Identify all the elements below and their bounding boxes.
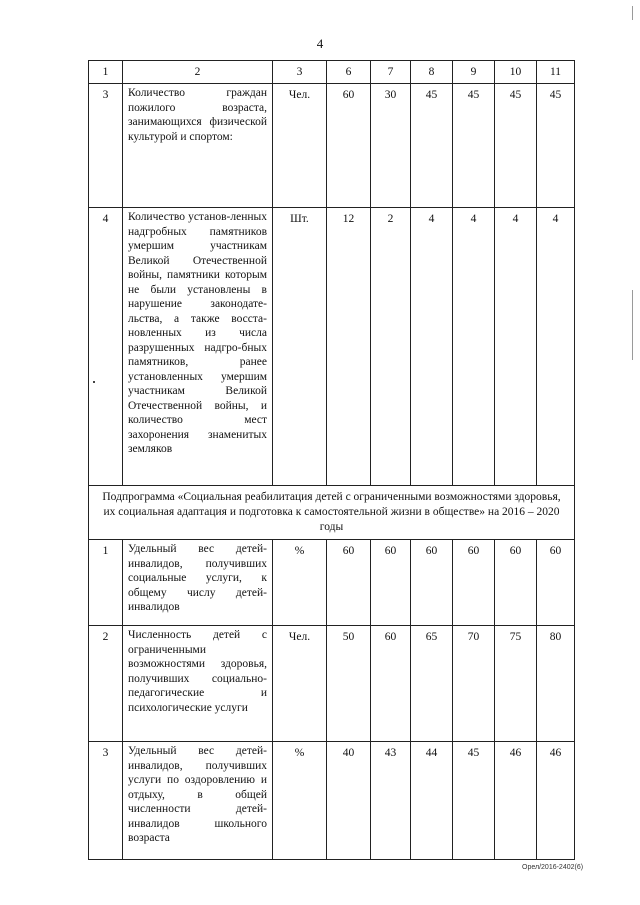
header-cell: 1 <box>89 61 123 84</box>
value-cell: 60 <box>371 626 411 742</box>
value-cell: 60 <box>495 540 537 626</box>
value-cell: 60 <box>327 540 371 626</box>
row-number: 3 <box>89 84 123 208</box>
header-cell: 11 <box>537 61 575 84</box>
value-cell: 4 <box>495 208 537 486</box>
table-row <box>89 208 575 486</box>
subprogram-title: Подпрограмма «Социальная реабилитация детей с ограниченными возможностями здоровья, их социальная адаптация и подготовка к самостоятельной жизни в обществе» на 2016 – 2020 годы <box>89 486 575 540</box>
unit-cell: % <box>273 540 327 626</box>
page-number: 4 <box>316 36 324 51</box>
table-row <box>89 540 575 626</box>
value-cell: 60 <box>453 540 495 626</box>
value-cell: 45 <box>453 742 495 860</box>
table-row <box>89 84 575 208</box>
row-number: 2 <box>89 626 123 742</box>
unit-cell: Чел. <box>273 626 327 742</box>
table-header-row <box>89 61 575 84</box>
value-cell: 65 <box>411 626 453 742</box>
value-cell: 45 <box>453 84 495 208</box>
value-cell: 40 <box>327 742 371 860</box>
scan-dot <box>93 381 95 383</box>
table-row <box>89 626 575 742</box>
value-cell: 45 <box>537 84 575 208</box>
indicator-name: Численность детей с ограниченными возможностями здоровья, получивших социально-педагогические и психологические услуги <box>123 626 273 742</box>
unit-cell: Шт. <box>273 208 327 486</box>
document-code: Орел/2016-2402(6) <box>522 864 584 871</box>
table-row <box>89 742 575 860</box>
row-number: 4 <box>89 208 123 486</box>
value-cell: 60 <box>327 84 371 208</box>
subprogram-row <box>89 486 575 540</box>
value-cell: 4 <box>537 208 575 486</box>
header-cell: 7 <box>371 61 411 84</box>
value-cell: 43 <box>371 742 411 860</box>
value-cell: 60 <box>371 540 411 626</box>
value-cell: 45 <box>411 84 453 208</box>
value-cell: 70 <box>453 626 495 742</box>
row-number: 3 <box>89 742 123 860</box>
header-cell: 2 <box>123 61 273 84</box>
value-cell: 44 <box>411 742 453 860</box>
scan-margin-mark <box>632 6 633 20</box>
value-cell: 46 <box>495 742 537 860</box>
header-cell: 3 <box>273 61 327 84</box>
indicator-name: Количество установ-ленных надгробных памятников умершим участникам Великой Отечественной войны, памятники которым не были установлены в нарушение законодате-льства, а также восста-новленных из числа разрушенных надгро-бных памятников, ранее установленных умершим участникам Великой Отечественной войны, и количество мест захоронения знаменитых земляков <box>123 208 273 486</box>
header-cell: 10 <box>495 61 537 84</box>
row-number: 1 <box>89 540 123 626</box>
value-cell: 60 <box>537 540 575 626</box>
value-cell: 4 <box>453 208 495 486</box>
value-cell: 46 <box>537 742 575 860</box>
value-cell: 2 <box>371 208 411 486</box>
unit-cell: % <box>273 742 327 860</box>
value-cell: 60 <box>411 540 453 626</box>
value-cell: 80 <box>537 626 575 742</box>
scan-margin-mark <box>632 290 633 360</box>
header-cell: 9 <box>453 61 495 84</box>
table-body <box>89 61 575 860</box>
value-cell: 75 <box>495 626 537 742</box>
value-cell: 45 <box>495 84 537 208</box>
header-cell: 6 <box>327 61 371 84</box>
unit-cell: Чел. <box>273 84 327 208</box>
value-cell: 50 <box>327 626 371 742</box>
indicator-name: Удельный вес детей-инвалидов, получивших социальные услуги, к общему числу детей-инвалидов <box>123 540 273 626</box>
header-cell: 8 <box>411 61 453 84</box>
indicator-name: Количество граждан пожилого возраста, занимающихся физической культурой и спортом: <box>123 84 273 208</box>
indicator-name: Удельный вес детей-инвалидов, получивших услуги по оздоровлению и отдыху, в общей численности детей-инвалидов школьного возраста <box>123 742 273 860</box>
indicators-table <box>88 60 575 860</box>
value-cell: 30 <box>371 84 411 208</box>
value-cell: 12 <box>327 208 371 486</box>
value-cell: 4 <box>411 208 453 486</box>
